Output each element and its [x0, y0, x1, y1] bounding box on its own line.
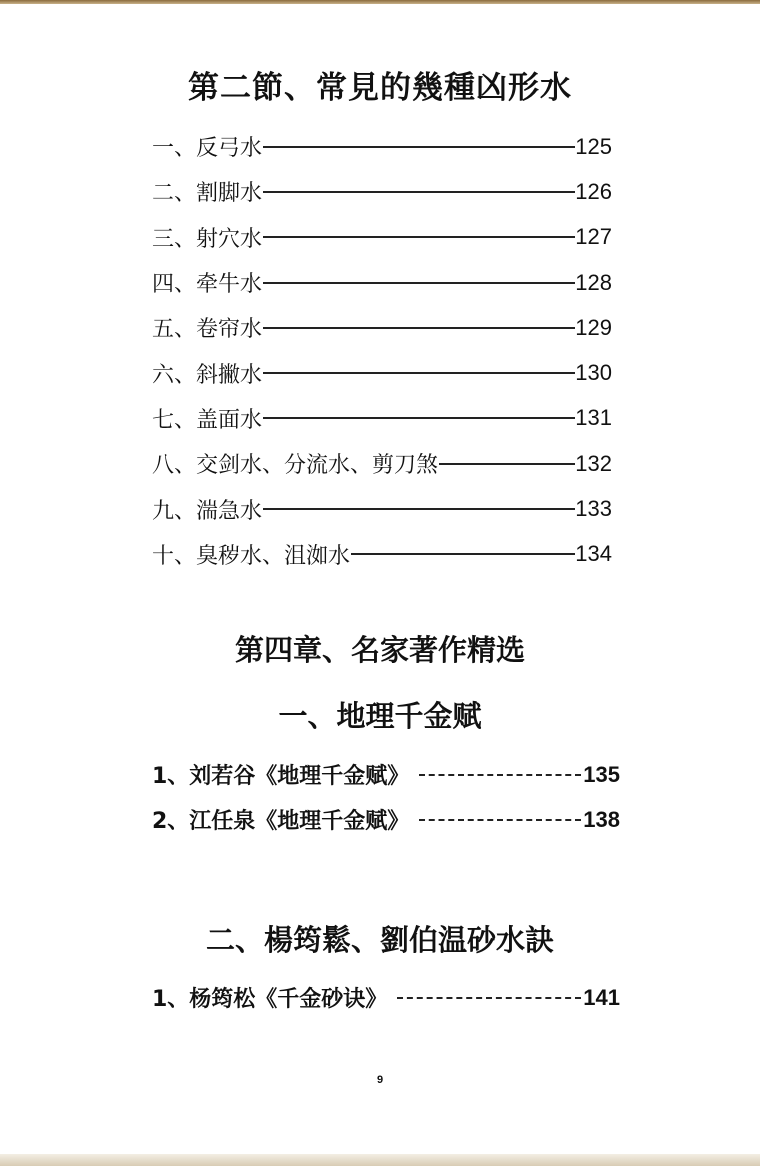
toc-entry-label: 十、臭秽水、沮洳水	[152, 543, 351, 569]
toc-entry-page: 129	[575, 314, 612, 340]
toc-leader	[419, 774, 581, 776]
part1-title: 一、地理千金赋	[278, 699, 482, 733]
toc-entry-page: 132	[575, 450, 612, 476]
toc-leader	[263, 191, 575, 193]
toc-entry-label: 三、射穴水	[152, 226, 263, 252]
toc-leader	[263, 508, 575, 510]
toc-entry[interactable]	[152, 215, 612, 260]
toc-entry-label: 五、卷帘水	[152, 317, 263, 343]
toc-entry[interactable]	[152, 305, 612, 350]
toc-entry-page: 131	[575, 405, 612, 431]
part1-toc	[152, 752, 620, 842]
toc-leader	[397, 997, 581, 999]
toc-leader	[263, 282, 575, 284]
page-number: 9	[376, 1074, 384, 1086]
toc-entry[interactable]	[152, 169, 612, 214]
toc-entry[interactable]	[152, 752, 620, 797]
toc-leader	[263, 236, 575, 238]
top-border	[0, 0, 760, 4]
toc-leader	[263, 372, 575, 374]
toc-leader	[263, 327, 575, 329]
toc-entry-label: 六、斜撇水	[152, 362, 263, 388]
toc-leader	[263, 146, 575, 148]
section-toc	[152, 124, 612, 577]
toc-entry-label: 七、盖面水	[152, 407, 263, 433]
toc-entry-page: 134	[575, 541, 612, 567]
section-title: 第二節、常見的幾種凶形水	[188, 70, 572, 106]
toc-entry-label: 二、割脚水	[152, 181, 263, 207]
toc-entry-page: 127	[575, 224, 612, 250]
toc-entry-page: 141	[583, 984, 620, 1010]
toc-entry-label: 九、湍急水	[152, 498, 263, 524]
toc-leader	[439, 463, 575, 465]
toc-entry-label: 四、牵牛水	[152, 272, 263, 298]
toc-entry[interactable]	[152, 124, 612, 169]
toc-entry-page: 130	[575, 360, 612, 386]
toc-entry[interactable]	[152, 975, 620, 1020]
toc-entry[interactable]	[152, 350, 612, 395]
toc-entry-page: 126	[575, 178, 612, 204]
toc-entry-label: 一、反弓水	[152, 136, 263, 162]
toc-entry-page: 138	[583, 806, 620, 832]
toc-entry[interactable]	[152, 441, 612, 486]
toc-leader	[419, 819, 581, 821]
toc-entry-label: 1、杨筠松《千金砂诀》	[152, 987, 388, 1012]
part2-toc	[152, 975, 620, 1020]
toc-entry-label: 八、交剑水、分流水、剪刀煞	[152, 453, 439, 479]
toc-entry-label: 2、江任泉《地理千金赋》	[152, 809, 410, 834]
toc-entry-page: 128	[575, 269, 612, 295]
toc-entry[interactable]	[152, 260, 612, 305]
toc-entry-page: 125	[575, 133, 612, 159]
toc-leader	[263, 417, 575, 419]
toc-entry-page: 133	[575, 496, 612, 522]
toc-entry[interactable]	[152, 532, 612, 577]
toc-entry[interactable]	[152, 797, 620, 842]
toc-entry-page: 135	[583, 761, 620, 787]
toc-entry[interactable]	[152, 396, 612, 441]
toc-entry[interactable]	[152, 486, 612, 531]
toc-leader	[351, 553, 575, 555]
part2-title: 二、楊筠鬆、劉伯温砂水訣	[205, 923, 554, 957]
chapter-title: 第四章、名家著作精选	[234, 633, 525, 667]
toc-entry-label: 1、刘若谷《地理千金赋》	[152, 764, 410, 789]
bottom-border	[0, 1154, 760, 1166]
